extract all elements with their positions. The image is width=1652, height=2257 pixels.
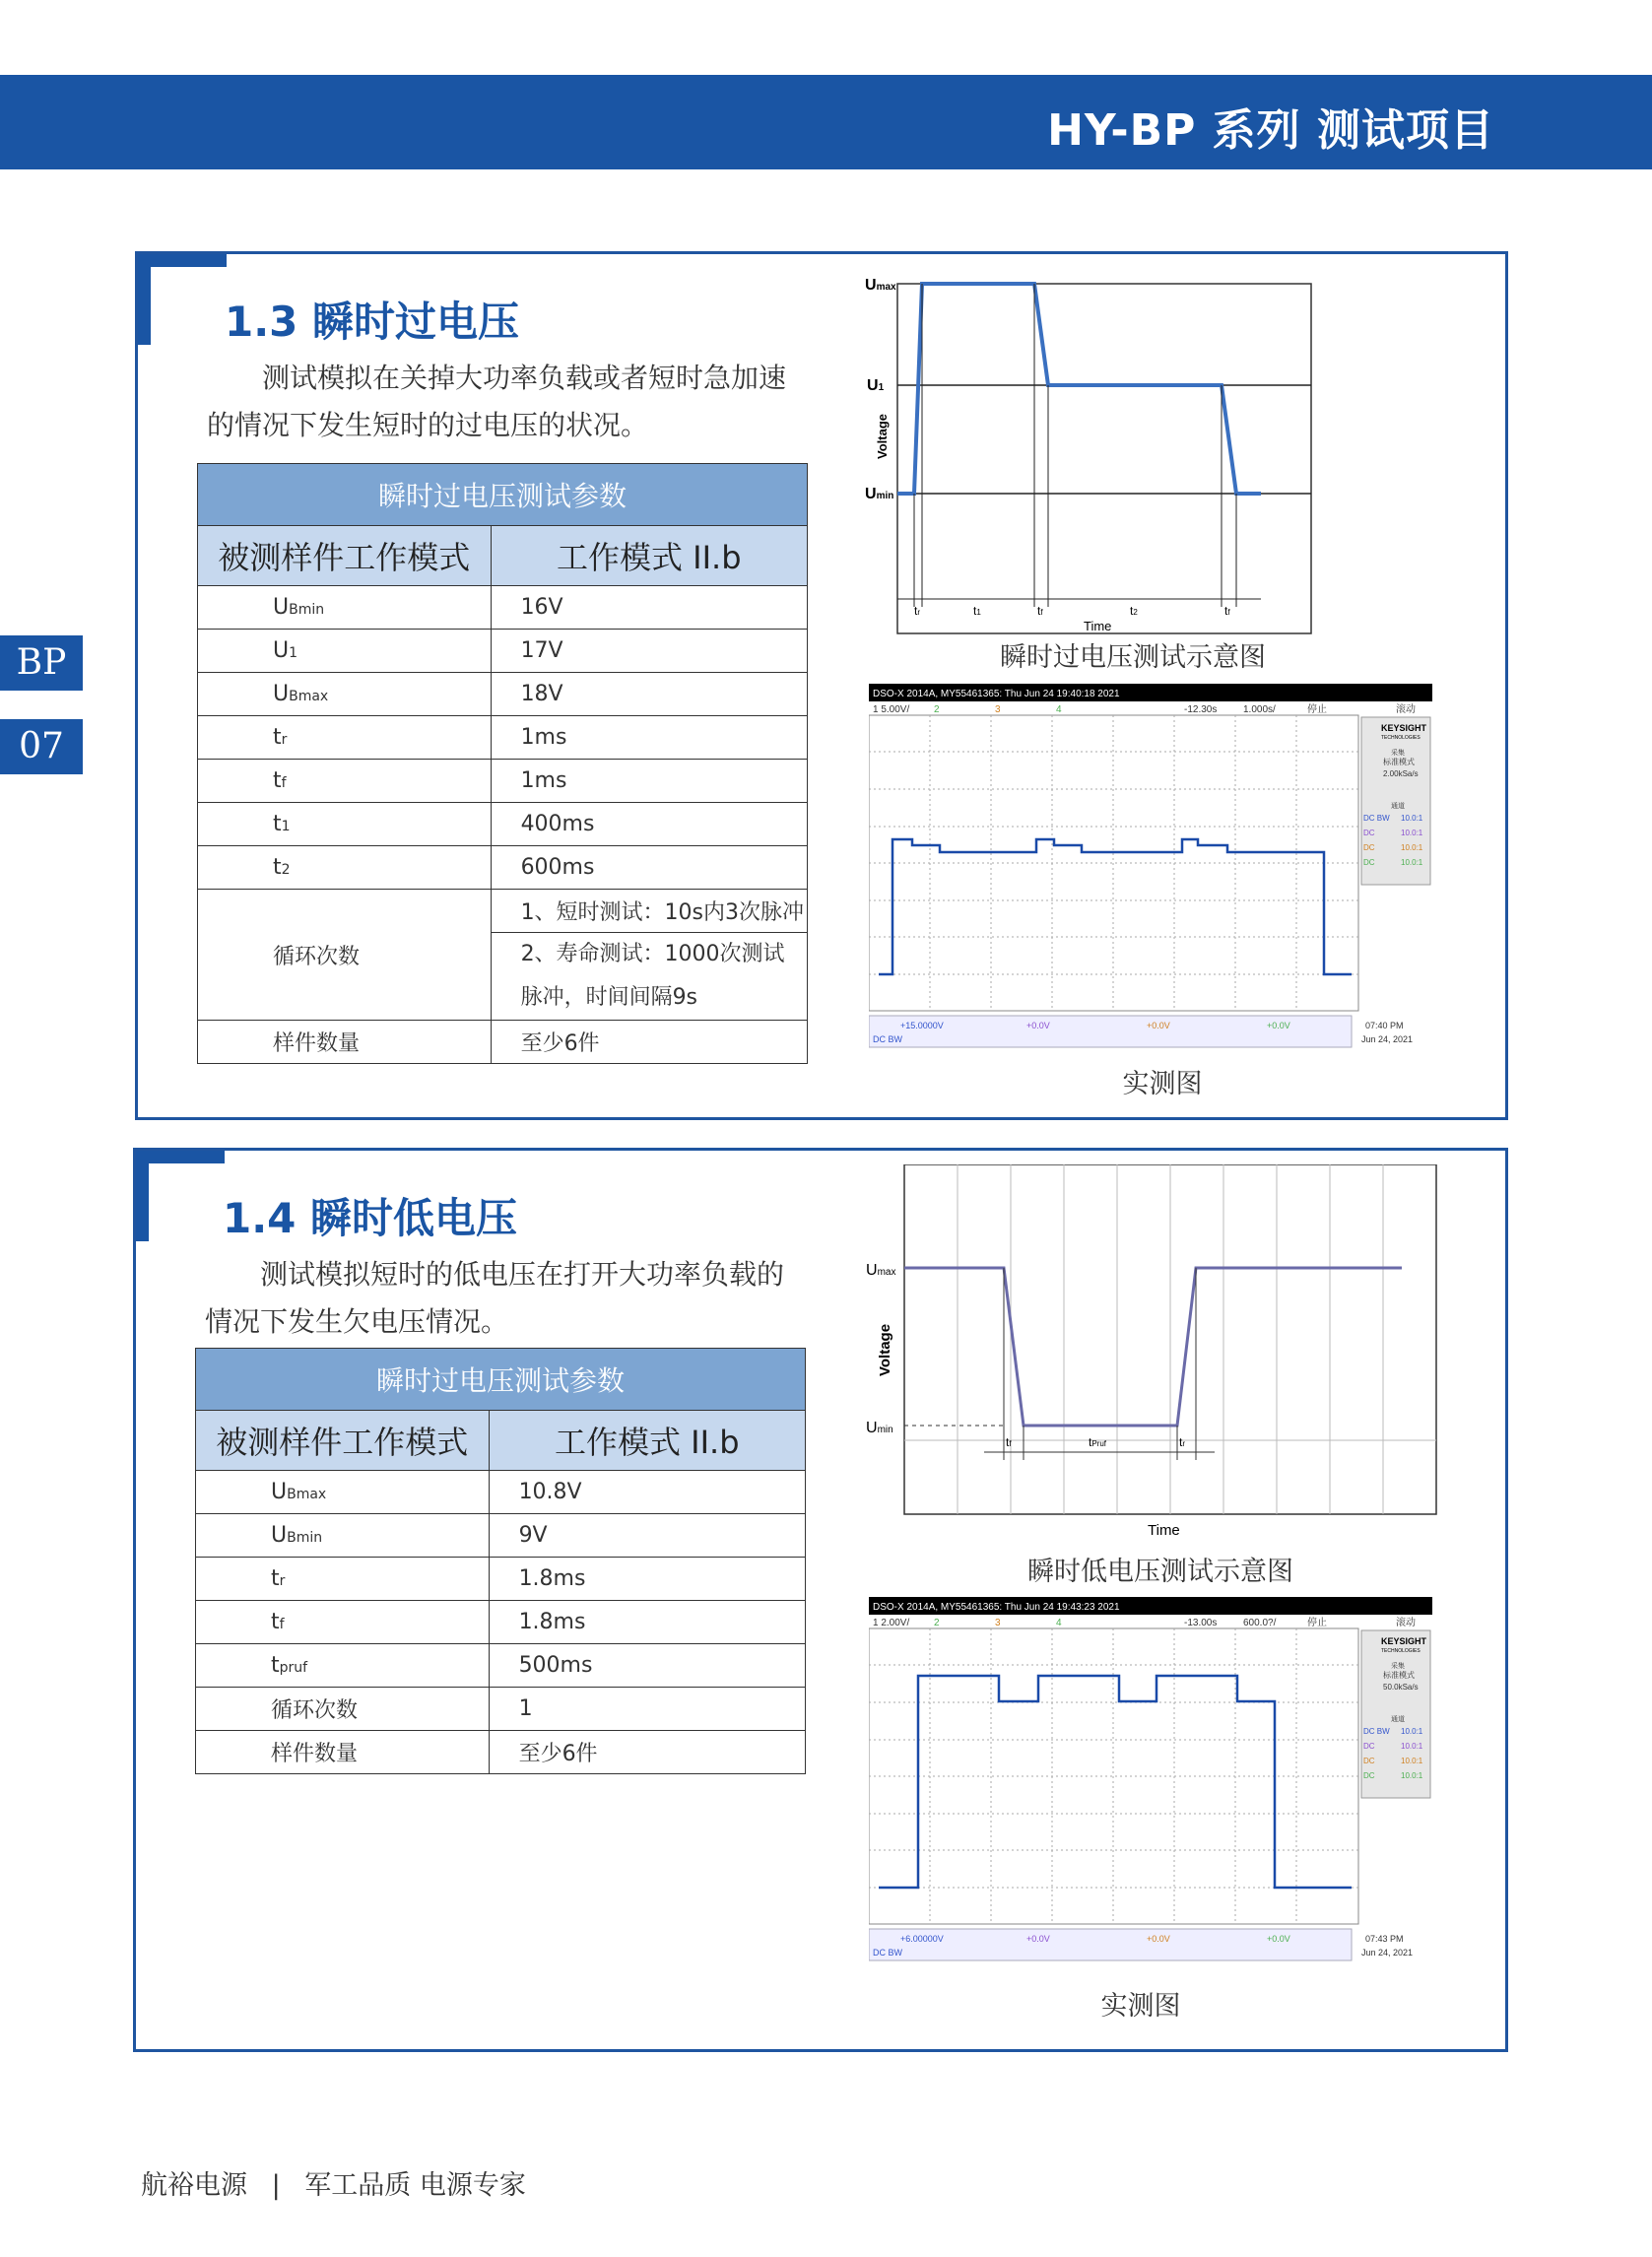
svg-text:tf: tf	[1224, 604, 1230, 618]
table-row: t1 400ms	[198, 803, 808, 846]
corner-accent	[136, 1151, 225, 1163]
svg-text:1 2.00V/: 1 2.00V/	[873, 1618, 910, 1628]
svg-text:DSO-X 2014A, MY55461365: Thu J: DSO-X 2014A, MY55461365: Thu Jun 24 19:40:18 2021	[873, 689, 1120, 699]
svg-text:07:40 PM: 07:40 PM	[1365, 1021, 1404, 1030]
table-row: UBmax 18V	[198, 673, 808, 716]
svg-text:通道: 通道	[1391, 1715, 1405, 1723]
table-row: 循环次数 1、短时测试：10s内3次脉冲	[198, 890, 808, 933]
svg-text:停止: 停止	[1307, 704, 1327, 715]
svg-text:tPruf: tPruf	[1089, 1435, 1107, 1449]
svg-text:DC: DC	[1363, 1771, 1375, 1780]
table-row: 2、寿命测试：1000次测试脉冲，时间间隔9s	[198, 933, 808, 1021]
svg-text:2: 2	[934, 704, 940, 715]
svg-text:10.0:1: 10.0:1	[1401, 829, 1423, 837]
svg-text:1 5.00V/: 1 5.00V/	[873, 704, 910, 715]
table-row: tf 1ms	[198, 760, 808, 803]
svg-text:3: 3	[995, 704, 1001, 715]
section-2-params-table	[195, 1348, 806, 1774]
svg-text:2.00kSa/s: 2.00kSa/s	[1383, 769, 1419, 778]
side-tab-page: 07	[0, 719, 83, 774]
footer-slogan: 军工品质 电源专家	[304, 2170, 526, 2201]
svg-text:通道: 通道	[1391, 802, 1405, 810]
svg-text:-12.30s: -12.30s	[1184, 704, 1218, 715]
corner-accent	[138, 254, 151, 345]
header-title: HY-BP 系列 测试项目	[1047, 105, 1494, 156]
table-row: tr 1.8ms	[196, 1558, 806, 1601]
svg-text:采集: 采集	[1391, 1662, 1405, 1670]
section-2-title: 1.4 瞬时低电压	[223, 1194, 518, 1242]
table-header: 工作模式 II.b	[489, 1411, 805, 1471]
svg-text:Time: Time	[1084, 619, 1112, 633]
svg-text:1.000s/: 1.000s/	[1243, 704, 1276, 715]
corner-accent	[138, 254, 227, 267]
svg-text:4: 4	[1056, 704, 1062, 715]
section-1-title: 1.3 瞬时过电压	[225, 298, 520, 346]
footer-separator: |	[271, 2170, 281, 2201]
svg-text:KEYSIGHT: KEYSIGHT	[1381, 723, 1427, 733]
side-tab-series: BP	[0, 635, 83, 691]
svg-text:50.0kSa/s: 50.0kSa/s	[1383, 1683, 1419, 1692]
svg-text:3: 3	[995, 1618, 1001, 1628]
svg-text:10.0:1: 10.0:1	[1401, 1757, 1423, 1765]
table-header: 被测样件工作模式	[198, 526, 492, 586]
svg-text:10.0:1: 10.0:1	[1401, 858, 1423, 867]
table-row: tpruf 500ms	[196, 1644, 806, 1688]
svg-text:tf: tf	[1037, 604, 1043, 618]
svg-text:DC BW: DC BW	[873, 1034, 902, 1044]
oscilloscope-capture-1	[869, 684, 1432, 1050]
table-row: UBmin 16V	[198, 586, 808, 630]
undervoltage-diagram	[860, 1164, 1490, 1568]
svg-text:-13.00s: -13.00s	[1184, 1618, 1218, 1628]
svg-text:10.0:1: 10.0:1	[1401, 814, 1423, 823]
svg-text:Umax: Umax	[866, 1262, 896, 1279]
svg-text:DSO-X 2014A, MY55461365: Thu J: DSO-X 2014A, MY55461365: Thu Jun 24 19:43:23 2021	[873, 1602, 1120, 1613]
section-2-panel	[133, 1148, 1508, 2052]
svg-text:Time: Time	[1148, 1522, 1180, 1539]
svg-text:10.0:1: 10.0:1	[1401, 843, 1423, 852]
svg-text:+6.00000V: +6.00000V	[900, 1934, 944, 1944]
table-header: 被测样件工作模式	[196, 1411, 490, 1471]
svg-text:tr: tr	[1179, 1435, 1186, 1449]
svg-text:Jun 24, 2021: Jun 24, 2021	[1361, 1034, 1414, 1044]
svg-text:+0.0V: +0.0V	[1147, 1934, 1170, 1944]
svg-text:DC: DC	[1363, 1757, 1375, 1765]
svg-text:+0.0V: +0.0V	[1026, 1934, 1050, 1944]
table-row: UBmax 10.8V	[196, 1471, 806, 1514]
table-row: tr 1ms	[198, 716, 808, 760]
svg-text:+0.0V: +0.0V	[1147, 1021, 1170, 1030]
svg-text:滚动: 滚动	[1396, 1618, 1416, 1628]
svg-text:标准模式: 标准模式	[1383, 758, 1415, 766]
table-row: 样件数量 至少6件	[198, 1021, 808, 1064]
svg-text:Umin: Umin	[865, 486, 894, 502]
footer	[141, 2163, 526, 2202]
section-1-panel	[135, 251, 1508, 1120]
svg-text:10.0:1: 10.0:1	[1401, 1742, 1423, 1751]
svg-text:tr: tr	[914, 604, 921, 618]
table-caption: 瞬时过电压测试参数	[198, 464, 808, 526]
svg-text:+0.0V: +0.0V	[1267, 1934, 1290, 1944]
section-2-description: 测试模拟短时的低电压在打开大功率负载的情况下发生欠电压情况。	[205, 1258, 785, 1338]
oscilloscope-capture-2	[869, 1597, 1432, 1963]
section-1-description: 测试模拟在关掉大功率负载或者短时急加速的情况下发生短时的过电压的状况。	[207, 362, 787, 441]
svg-text:标准模式: 标准模式	[1383, 1671, 1415, 1680]
svg-text:600.0?/: 600.0?/	[1243, 1618, 1277, 1628]
svg-text:10.0:1: 10.0:1	[1401, 1727, 1423, 1736]
svg-text:2: 2	[934, 1618, 940, 1628]
svg-text:10.0:1: 10.0:1	[1401, 1771, 1423, 1780]
svg-text:t2: t2	[1130, 604, 1138, 618]
overvoltage-diagram	[862, 272, 1492, 676]
table-caption: 瞬时过电压测试参数	[196, 1349, 806, 1411]
svg-text:KEYSIGHT: KEYSIGHT	[1381, 1636, 1427, 1646]
diagram-frame	[897, 284, 1311, 633]
svg-text:Umin: Umin	[866, 1420, 893, 1436]
svg-text:TECHNOLOGIES: TECHNOLOGIES	[1381, 1648, 1421, 1654]
svg-text:停止: 停止	[1307, 1618, 1327, 1628]
svg-text:DC BW: DC BW	[873, 1948, 902, 1958]
header-bar	[0, 75, 1652, 169]
svg-text:Voltage: Voltage	[875, 414, 890, 459]
footer-brand: 航裕电源	[141, 2170, 247, 2201]
svg-text:tf: tf	[1006, 1435, 1012, 1449]
svg-text:DC BW: DC BW	[1363, 1727, 1390, 1736]
section-1-params-table	[197, 463, 808, 1064]
svg-text:Voltage: Voltage	[877, 1323, 893, 1376]
table-row: U1 17V	[198, 630, 808, 673]
svg-text:+15.0000V: +15.0000V	[900, 1021, 944, 1030]
corner-accent	[136, 1151, 149, 1241]
svg-text:+0.0V: +0.0V	[1267, 1021, 1290, 1030]
svg-text:TECHNOLOGIES: TECHNOLOGIES	[1381, 735, 1421, 741]
svg-text:Umax: Umax	[865, 277, 896, 294]
svg-text:t1: t1	[973, 604, 981, 618]
scope-caption: 实测图	[1122, 1069, 1203, 1099]
table-row: 循环次数 1	[196, 1688, 806, 1731]
svg-text:滚动: 滚动	[1396, 704, 1416, 715]
table-row: tf 1.8ms	[196, 1601, 806, 1644]
scope-caption: 实测图	[1100, 1991, 1181, 2022]
svg-text:+0.0V: +0.0V	[1026, 1021, 1050, 1030]
table-row: t2 600ms	[198, 846, 808, 890]
svg-text:Jun 24, 2021: Jun 24, 2021	[1361, 1948, 1414, 1958]
diagram-caption: 瞬时低电压测试示意图	[1027, 1557, 1293, 1587]
svg-text:DC BW: DC BW	[1363, 814, 1390, 823]
svg-text:DC: DC	[1363, 1742, 1375, 1751]
svg-text:4: 4	[1056, 1618, 1062, 1628]
svg-text:DC: DC	[1363, 858, 1375, 867]
diagram-caption: 瞬时过电压测试示意图	[1000, 642, 1266, 673]
svg-text:采集: 采集	[1391, 749, 1405, 757]
table-row: 样件数量 至少6件	[196, 1731, 806, 1774]
svg-text:DC: DC	[1363, 829, 1375, 837]
svg-text:U1: U1	[867, 377, 885, 394]
table-row: UBmin 9V	[196, 1514, 806, 1558]
table-header: 工作模式 II.b	[491, 526, 807, 586]
svg-text:07:43 PM: 07:43 PM	[1365, 1934, 1404, 1944]
svg-text:DC: DC	[1363, 843, 1375, 852]
